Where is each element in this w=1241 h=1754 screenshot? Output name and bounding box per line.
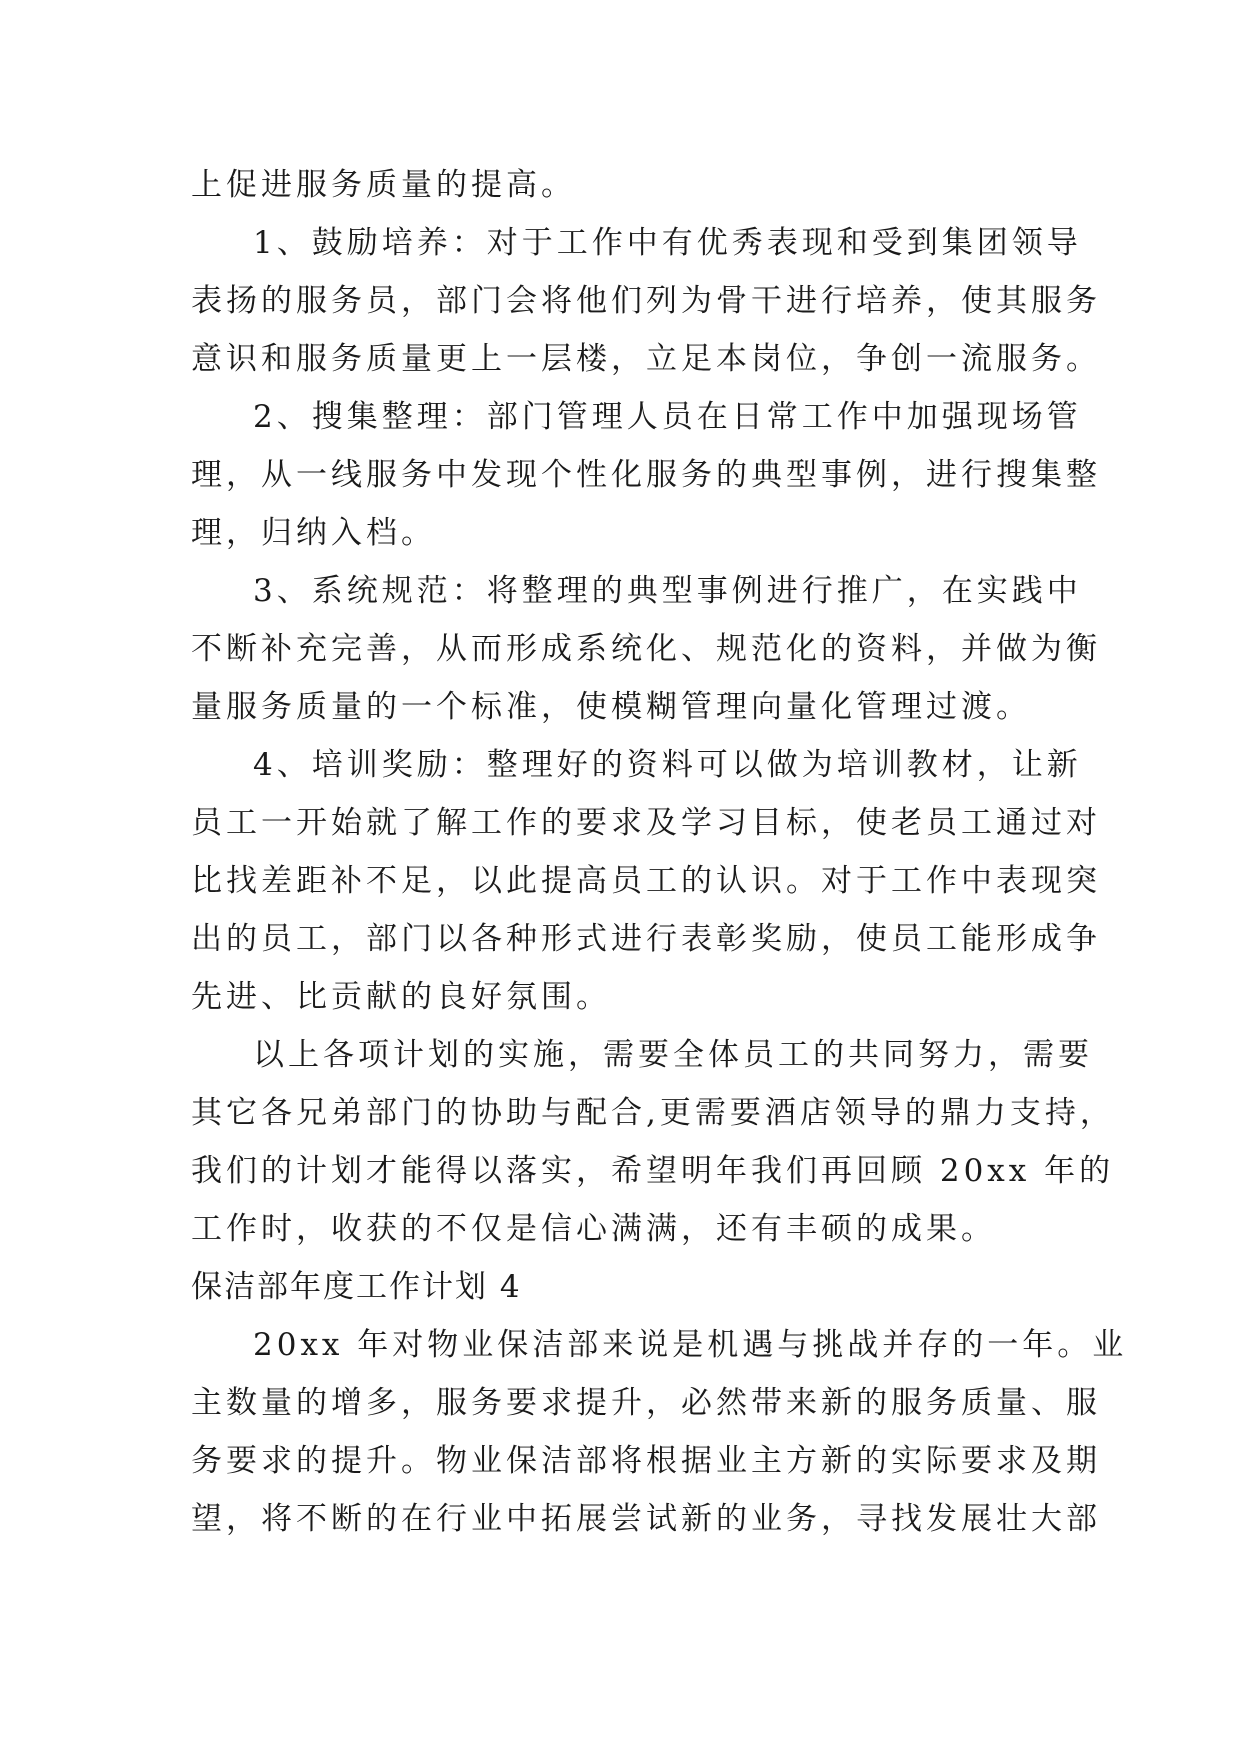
text-line: 量服务质量的一个标准，使模糊管理向量化管理过渡。	[191, 689, 1031, 725]
document-body	[191, 156, 1128, 1548]
text-line: 20xx 年对物业保洁部来说是机遇与挑战并存的一年。业	[253, 1327, 1128, 1363]
text-line: 意识和服务质量更上一层楼，立足本岗位，争创一流服务。	[191, 341, 1101, 377]
text-line: 务要求的提升。物业保洁部将根据业主方新的实际要求及期	[191, 1443, 1101, 1479]
text-line: 1、鼓励培养：对于工作中有优秀表现和受到集团领导	[253, 225, 1082, 261]
text-line: 出的员工，部门以各种形式进行表彰奖励，使员工能形成争	[191, 921, 1101, 957]
text-line: 4、培训奖励：整理好的资料可以做为培训教材，让新	[253, 747, 1082, 783]
section-heading: 保洁部年度工作计划 4	[191, 1269, 522, 1305]
text-line: 我们的计划才能得以落实，希望明年我们再回顾 20xx 年的	[191, 1153, 1115, 1189]
text-line: 理，从一线服务中发现个性化服务的典型事例，进行搜集整	[191, 457, 1101, 493]
text-line: 工作时，收获的不仅是信心满满，还有丰硕的成果。	[191, 1211, 996, 1247]
text-line: 3、系统规范：将整理的典型事例进行推广，在实践中	[253, 573, 1082, 609]
text-line: 主数量的增多，服务要求提升，必然带来新的服务质量、服	[191, 1385, 1101, 1421]
text-line: 望，将不断的在行业中拓展尝试新的业务，寻找发展壮大部	[191, 1501, 1101, 1537]
text-line: 上促进服务质量的提高。	[191, 167, 576, 203]
text-line: 理，归纳入档。	[191, 515, 436, 551]
text-line: 不断补充完善，从而形成系统化、规范化的资料，并做为衡	[191, 631, 1101, 667]
text-line: 表扬的服务员，部门会将他们列为骨干进行培养，使其服务	[191, 283, 1101, 319]
text-line: 2、搜集整理：部门管理人员在日常工作中加强现场管	[253, 399, 1082, 435]
text-line: 比找差距补不足，以此提高员工的认识。对于工作中表现突	[191, 863, 1101, 899]
text-line: 以上各项计划的实施，需要全体员工的共同努力，需要	[253, 1037, 1093, 1073]
text-line: 员工一开始就了解工作的要求及学习目标，使老员工通过对	[191, 805, 1101, 841]
text-line: 先进、比贡献的良好氛围。	[191, 979, 611, 1015]
text-line: 其它各兄弟部门的协助与配合,更需要酒店领导的鼎力支持，	[191, 1095, 1115, 1131]
